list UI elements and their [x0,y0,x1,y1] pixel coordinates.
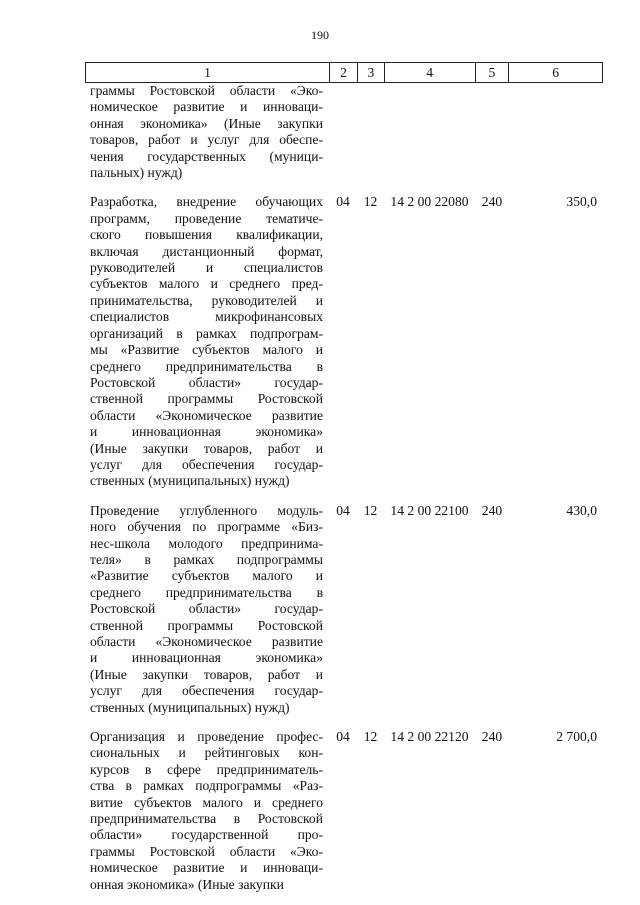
amount-value: 2 700,0 [556,729,597,745]
description-line: субъектов малого и среднего пред- [90,276,323,292]
description-line: (Иные закупки товаров, работ и [90,666,323,682]
expense-type-code: 240 [481,729,503,745]
header-col-5: 5 [475,63,509,82]
table-row [85,503,603,716]
table-body [85,83,603,893]
description-line: услуг для обеспечения государ- [90,456,323,472]
description-line: теля» в рамках подпрограммы [90,551,323,567]
expense-type-code: 240 [481,502,503,518]
description-line: и инновационная экономика» [90,424,323,440]
target-article-code: 14 2 00 22080 [390,194,469,210]
description-line: предпринимательства в Ростовской [90,811,323,827]
description-line: Ростовской области» государ- [90,374,323,390]
description-line: граммы Ростовской области «Эко- [90,83,323,98]
description-line: чения государственных (муници- [90,148,323,164]
description-line: товаров, работ и услуг для обеспе- [90,132,323,148]
amount-value: 430,0 [566,502,597,518]
section-code: 04 [336,194,350,210]
table-header-row [85,62,603,83]
table-row [85,83,603,181]
table-row [85,729,603,893]
description-line: руководителей и специалистов [90,260,323,276]
description-line: номическое развитие и инноваци- [90,860,323,876]
description-line: специалистов микрофинансовых [90,309,323,325]
description-line: и инновационная экономика» [90,650,323,666]
description-line: включая дистанционный формат, [90,243,323,259]
page-number: 190 [311,28,329,42]
description-line: Организация и проведение профес- [90,729,323,745]
header-col-6: 6 [508,63,602,82]
description-line: среднего предпринимательства в [90,584,323,600]
description-line: витие субъектов малого и среднего [90,794,323,810]
description-line: области «Экономическое развитие [90,634,323,649]
row-description [85,194,329,489]
description-line: программ, проведение тематиче- [90,210,323,226]
target-article-code: 14 2 00 22120 [390,729,469,745]
description-line: (Иные закупки товаров, работ и [90,440,323,456]
description-line: организаций в рамках подпрограм- [90,325,323,341]
description-line: ственной программы Ростовской [90,617,323,633]
description-line: нес-школа молодого предпринима- [90,535,323,551]
row-description [85,83,329,181]
description-line: курсов в сфере предприниматель- [90,761,323,777]
description-line: ского повышения квалификации, [90,227,323,243]
target-article-code: 14 2 00 22100 [390,502,469,518]
description-line: номическое развитие и инноваци- [90,99,323,115]
description-line: ства в рамках подпрограммы «Раз- [90,778,323,794]
expense-type-code: 240 [481,194,503,210]
row-spacer [85,181,603,194]
description-line: области «Экономическое развитие [90,407,323,423]
header-col-2: 2 [329,63,357,82]
section-code: 04 [336,729,350,745]
description-line: услуг для обеспечения государ- [90,683,323,699]
description-line: принимательства, руководителей и [90,292,323,308]
description-line: сиональных и рейтинговых кон- [90,745,323,761]
header-col-3: 3 [357,63,384,82]
description-line: Ростовской области» государ- [90,601,323,617]
row-spacer [85,716,603,729]
table-row [85,194,603,489]
description-line: пальных) нужд) [90,165,183,181]
description-line: Проведение углубленного модуль- [90,502,323,518]
row-description [85,503,329,716]
subsection-code: 12 [363,194,378,210]
description-line: области» государственной про- [90,827,323,843]
description-line: онная экономика» (Иные закупки [90,876,284,892]
description-line: «Развитие субъектов малого и [90,568,323,584]
description-line: ственных (муниципальных) нужд) [90,473,290,489]
budget-table [85,62,603,893]
description-line: среднего предпринимательства в [90,358,323,374]
description-line: мы «Развитие субъектов малого и [90,342,323,358]
description-line: граммы Ростовской области «Эко- [90,843,323,859]
description-line: онная экономика» (Иные закупки [90,115,323,131]
description-line: ного обучения по программе «Биз- [90,519,323,535]
header-col-1: 1 [204,65,211,80]
description-line: ственных (муниципальных) нужд) [90,699,290,715]
subsection-code: 12 [363,502,378,518]
description-line: ственной программы Ростовской [90,391,323,407]
section-code: 04 [336,502,350,518]
subsection-code: 12 [363,729,378,745]
description-line: Разработка, внедрение обучающих [90,194,323,210]
row-description [85,729,329,893]
amount-value: 350,0 [566,194,597,210]
header-col-4: 4 [384,63,475,82]
row-spacer [85,490,603,503]
